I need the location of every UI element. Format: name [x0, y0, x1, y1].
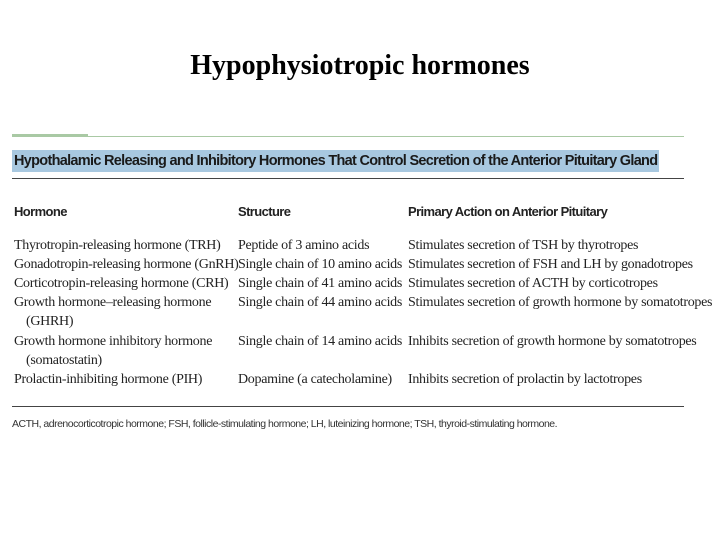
table-row-hormone: Gonadotropin-releasing hormone (GnRH)	[14, 257, 239, 272]
table-footnote: ACTH, adrenocorticotropic hormone; FSH, follicle-stimulating hormone; LH, luteinizing hormone; TSH, thyroid-stimulating hormone.	[12, 418, 558, 430]
top-divider	[88, 136, 684, 137]
table-row-structure: Peptide of 3 amino acids	[238, 238, 370, 253]
table-row-hormone: Thyrotropin-releasing hormone (TRH)	[14, 238, 221, 253]
table-caption: Hypothalamic Releasing and Inhibitory Hormones That Control Secretion of the Anterior Pituitary Gland	[12, 150, 659, 172]
accent-divider	[12, 134, 88, 137]
table-row-hormone: Growth hormone inhibitory hormone	[14, 334, 213, 349]
table-row-structure: Single chain of 41 amino acids	[238, 276, 403, 291]
table-row-hormone-continued: (somatostatin)	[26, 353, 102, 368]
table-row-action: Inhibits secretion of growth hormone by somatotropes	[408, 334, 697, 349]
table-row-hormone-continued: (GHRH)	[26, 314, 74, 329]
table-row-structure: Dopamine (a catecholamine)	[238, 372, 392, 387]
column-header-action: Primary Action on Anterior Pituitary	[408, 204, 608, 219]
table-row-action: Stimulates secretion of ACTH by corticotropes	[408, 276, 658, 291]
table-row-structure: Single chain of 10 amino acids	[238, 257, 403, 272]
table-row-hormone: Growth hormone–releasing hormone	[14, 295, 212, 310]
table-row-structure: Single chain of 14 amino acids	[238, 334, 403, 349]
bottom-divider	[12, 406, 684, 407]
caption-divider	[12, 178, 684, 179]
table-row-hormone: Corticotropin-releasing hormone (CRH)	[14, 276, 229, 291]
table-row-action: Inhibits secretion of prolactin by lactotropes	[408, 372, 642, 387]
slide-title: Hypophysiotropic hormones	[190, 50, 530, 81]
table-row-action: Stimulates secretion of TSH by thyrotropes	[408, 238, 639, 253]
table-row-action: Stimulates secretion of FSH and LH by gonadotropes	[408, 257, 693, 272]
column-header-hormone: Hormone	[14, 204, 67, 219]
table-row-structure: Single chain of 44 amino acids	[238, 295, 403, 310]
table-row-hormone: Prolactin-inhibiting hormone (PIH)	[14, 372, 203, 387]
column-header-structure: Structure	[238, 204, 291, 219]
table-row-action: Stimulates secretion of growth hormone by somatotropes	[408, 295, 713, 310]
